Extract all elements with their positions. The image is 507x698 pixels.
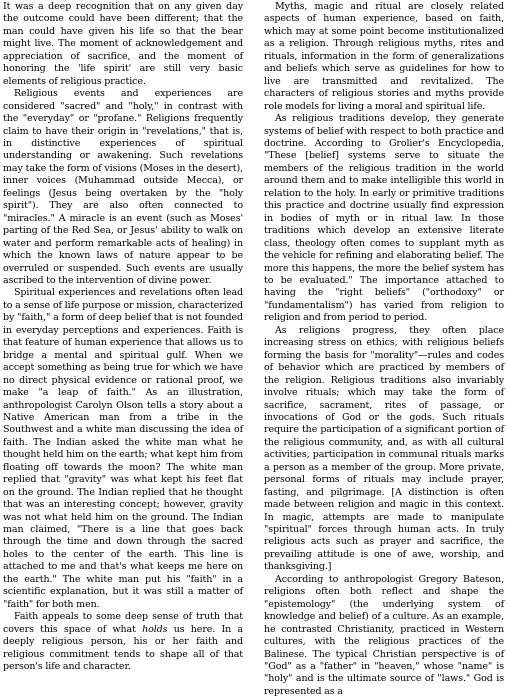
- paragraph: As religions progress, they often place increasing stress on ethics, with religious beliefs forming the basis for "morality"—rules and codes of behavior which are practiced by members of the religion. Religious traditions also invariably involve rituals; which may take the form of sacrifice, sacrament, rites of passage, or invocations of God or the gods. Such rituals require the participation of a significant portion of the religious community, and, as with all cultural activities, participation in communal rituals marks a person as a member of the group. More private, personal forms of rituals may include prayer, fasting, and pilgrimage. [A distinction is often made between religion and magic in this context. In magic, attempts are made to manipulate "spiritual" forces through human acts. In truly religious acts such as prayer and sacrifice, the prevailing attitude is one of awe, worship, and thanksgiving.]: [264, 324, 504, 573]
- paragraph-text: us here. In a deeply religious person, his or her faith and religious commitment tends to shape all of that person's life and character.: [3, 623, 243, 673]
- right-column: [264, 1, 504, 696]
- paragraph: As religious traditions develop, they generate systems of belief with respect to both practice and doctrine. According to Grolier's Encyclopedia, "These [belief] systems serve to situate the members of the religious tradition in the world around them and to make intelligible this world in relation to the holy. In early or primitive traditions this practice and doctrine usually find expression in bodies of myth or in ritual law. In those traditions which develop an extensive literate class, theology often comes to supplant myth as the vehicle for refining and elaborating belief. The more this happens, the more the belief system has to be evaluated." The importance attached to having the "right beliefs" ("orthodoxy" or "fundamentalism") has varied from religion to religion and from period to period.: [264, 113, 504, 324]
- emphasis-text: holds: [142, 623, 168, 635]
- paragraph: According to anthropologist Gregory Bateson, religions often both reflect and shape the "epistemology" (the underlying system of knowledge and belief) of a culture. As an example, he contrasted Christianity, practiced in Western cultures, with the religious practices of the Balinese. The typical Christian perspective is of "God" as a "father" in "heaven," whose "name" is "holy" and is the ultimate source of "laws." God is represented as a: [264, 573, 504, 697]
- paragraph: Spiritual experiences and revelations often lead to a sense of life purpose or mission, characterized by "faith," a form of deep belief that is not founded in everyday perceptions and experiences. Faith is that feature of human experience that allows us to bridge a mental and spiritual gulf. When we accept something as being true for which we have no direct physical evidence or rational proof, we make "a leap of faith." As an illustration, anthropologist Carolyn Olson tells a story about a Native American man from a tribe in the Southwest and a white man discussing the idea of faith. The Indian asked the white man what he thought held him on the earth; what kept him from floating off towards the moon? The white man replied that "gravity" was what kept his feet flat on the ground. The Indian replied that he thought that was an interesting concept; however, gravity was not what held him on the ground. The Indian man claimed, "There is a line that goes back through the time and down through the sacred holes to the center of the earth. This line is attached to me and that's what keeps me here on the earth." The white man put his "faith" in a scientific explanation, but it was still a matter of "faith" for both men.: [3, 287, 243, 610]
- left-column: [3, 1, 243, 696]
- paragraph: Religious events and experiences are considered "sacred" and "holy," in contrast with the "everyday" or "profane." Religions frequently claim to have their origin in "revelations," that is, in distinctive experiences of spiritual understanding or awakening. Such revelations may take the form of visions (Moses in the desert), inner voices (Muhammad outside Mecca), or feelings (Jesus being overtaken by the "holy spirit"). They are also often connected to "miracles." A miracle is an event (such as Moses' parting of the Red Sea, or Jesus' ability to walk on water and perform remarkable acts of healing) in which the known laws of nature appear to be overruled or suspended. Such events are usually ascribed to the intervention of divine power.: [3, 88, 243, 286]
- paragraph: Myths, magic and ritual are closely related aspects of human experience, based on faith, which may at some point become institutionalized as a religion. Through religious myths, rites and rituals, information in the form of generalizations and beliefs which serve as guidelines for how to live are transmitted and revitalized. The characters of religious stories and myths provide role models for living a moral and spiritual life.: [264, 1, 504, 112]
- paragraph: [3, 611, 243, 673]
- paragraph-text: Faith appeals to some deep sense of truth that covers this space of what: [3, 611, 243, 635]
- paragraph: It was a deep recognition that on any given day the outcome could have been different; that the man could have given his life so that the bear might live. The moment of acknowledgement and appreciation of sacrifice, and the moment of honoring the 'life spirit' are still very basic elements of religious practice.: [3, 1, 243, 87]
